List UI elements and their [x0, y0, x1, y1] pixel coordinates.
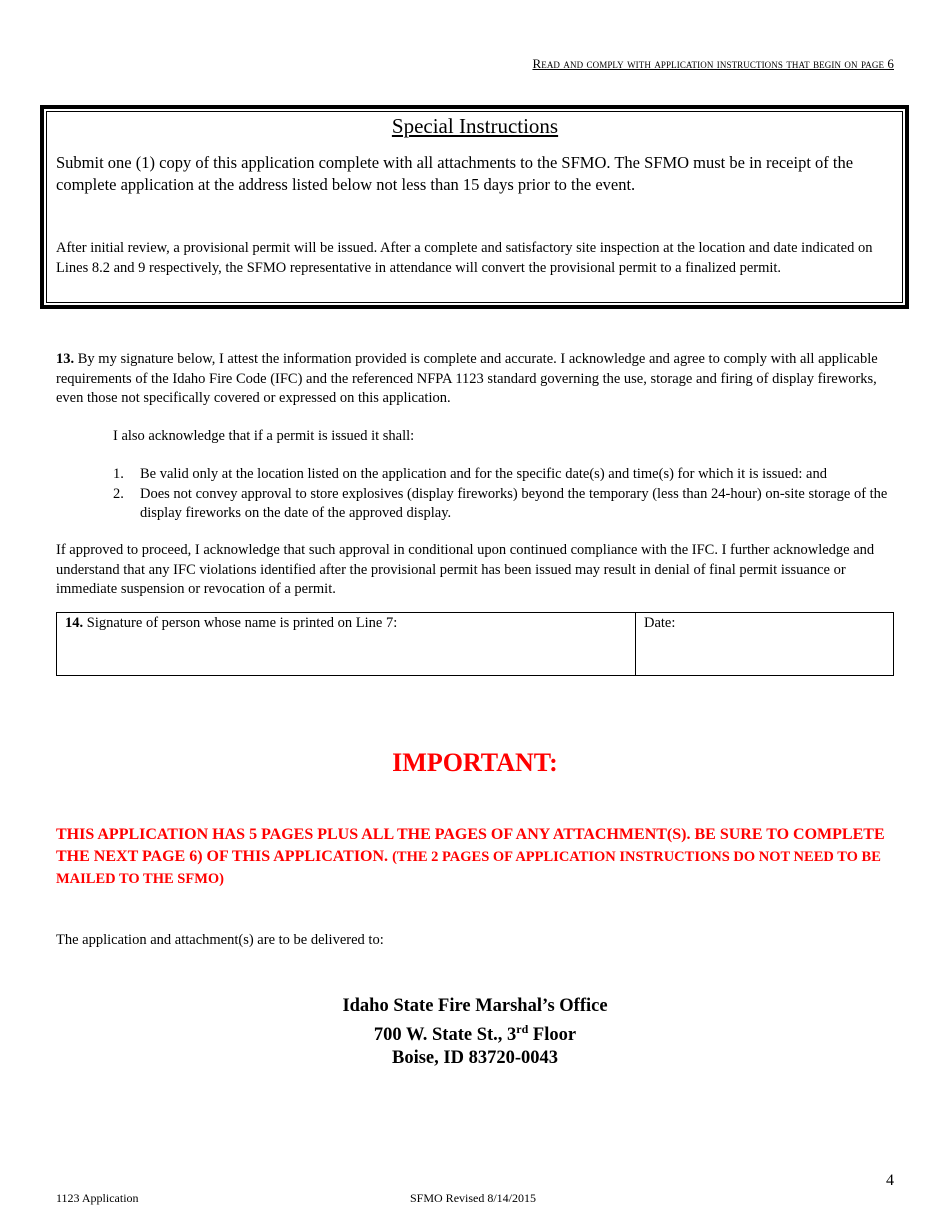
- delivery-address: [0, 995, 950, 1070]
- date-label: Date:: [644, 615, 676, 631]
- special-instructions-paragraph-2: After initial review, a provisional permit will be issued. After a complete and satisfactory site inspection at the location and date indicated on Lines 8.2 and 9 respectively, the SFMO representative in attendance will convert the provisional permit to a finalized permit.: [56, 240, 873, 276]
- delivery-intro: The application and attachment(s) are to be delivered to:: [56, 932, 384, 948]
- signature-field[interactable]: [57, 613, 636, 675]
- warning-main-text: THIS APPLICATION HAS 5 PAGES PLUS ALL THE PAGES OF ANY ATTACHMENT(S). BE SURE TO COMPLETE THE NEXT PAGE 6) OF THIS APPLICATION.: [56, 826, 885, 865]
- address-street-suffix: Floor: [528, 1025, 577, 1046]
- section-13-paragraph: [56, 350, 896, 409]
- header-instruction-note: Read and comply with application instructions that begin on page 6: [532, 56, 894, 71]
- signature-table: [56, 612, 894, 676]
- important-heading: IMPORTANT:: [392, 748, 558, 777]
- warning-sub-text: (THE 2 PAGES OF APPLICATION INSTRUCTIONS DO NOT NEED TO BE MAILED TO THE SFMO): [56, 849, 881, 887]
- list-item: [113, 485, 893, 524]
- permit-conditions-list: [113, 465, 893, 524]
- section-13-label: 13.: [56, 351, 75, 367]
- footer-form-name: 1123 Application: [56, 1191, 139, 1205]
- list-item-text: Does not convey approval to store explosives (display fireworks) beyond the temporary (less than 24-hour) on-site storage of the display fireworks on the date of the approved display.: [140, 485, 888, 521]
- acknowledge-intro: I also acknowledge that if a permit is issued it shall:: [113, 428, 415, 444]
- address-street-prefix: 700 W. State St., 3: [373, 1025, 517, 1046]
- address-street: [0, 1018, 950, 1047]
- date-field[interactable]: [636, 613, 893, 675]
- list-item-number: 1.: [113, 466, 124, 482]
- special-instructions-paragraph-1: Submit one (1) copy of this application complete with all attachments to the SFMO. The SFMO must be in receipt of the complete application at the address listed below not less than 15 days prior to the event.: [56, 153, 854, 194]
- section-13-text: By my signature below, I attest the information provided is complete and accurate. I acknowledge and agree to comply with all applicable requirements of the Idaho Fire Code (IFC) and the referenced NFPA 1123 standard governing the use, storage and firing of display fireworks, even those not specifically covered or expressed on this application.: [56, 351, 878, 406]
- list-item: [113, 465, 893, 485]
- footer-revision: SFMO Revised 8/14/2015: [410, 1191, 537, 1205]
- important-warning: [56, 824, 896, 890]
- signature-label: Signature of person whose name is printed on Line 7:: [86, 615, 398, 631]
- approval-conditions-paragraph: If approved to proceed, I acknowledge that such approval in conditional upon continued compliance with the IFC. I further acknowledge and understand that any IFC violations identified after the provisional permit has been issued may result in denial of final permit issuance or immediate suspension or revocation of a permit.: [56, 542, 875, 597]
- list-item-number: 2.: [113, 485, 124, 502]
- address-street-superscript: rd: [516, 1022, 529, 1036]
- address-office: Idaho State Fire Marshal’s Office: [342, 996, 608, 1016]
- page-number: 4: [886, 1172, 894, 1189]
- list-item-text: Be valid only at the location listed on the application and for the specific date(s) and time(s) for which it is issued: and: [140, 466, 827, 482]
- section-14-label: 14.: [65, 615, 84, 631]
- address-city: Boise, ID 83720-0043: [392, 1048, 558, 1069]
- special-instructions-title: Special Instructions: [391, 114, 559, 138]
